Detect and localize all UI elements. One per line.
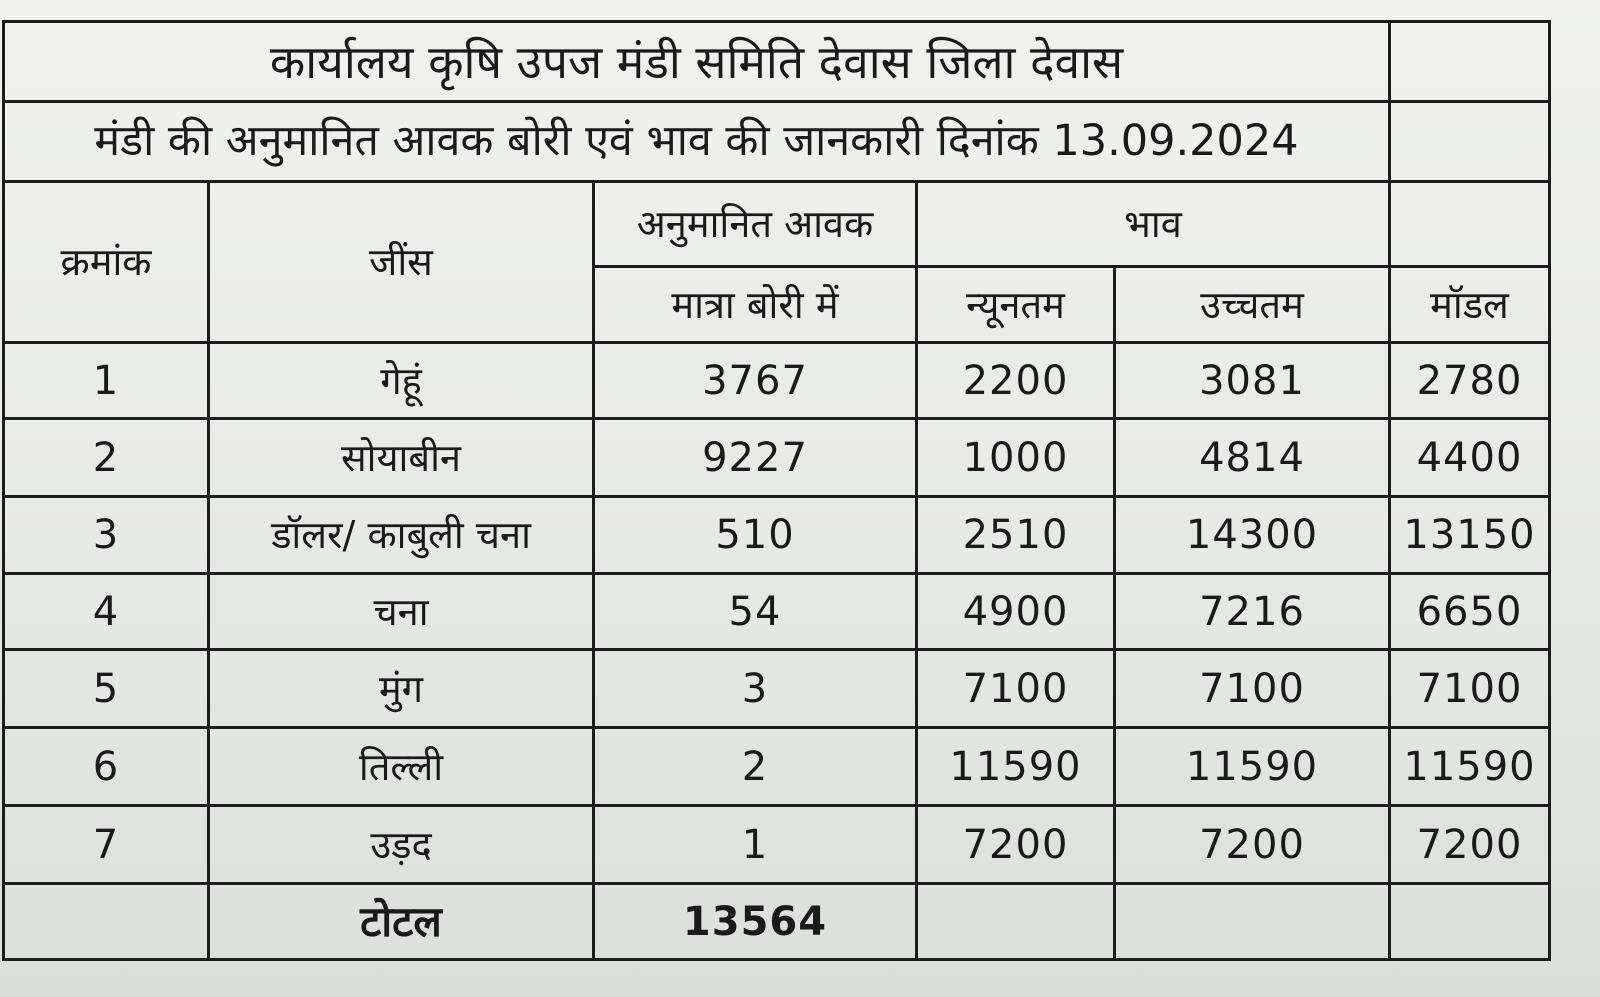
- row-6-model: 11590: [1403, 743, 1536, 790]
- row-6-serial: 6: [92, 743, 120, 790]
- header-model-price: मॉडल: [1430, 282, 1509, 327]
- row-7-max: 7200: [1199, 821, 1305, 868]
- header-min-price: न्यूनतम: [966, 282, 1065, 327]
- row-5-commodity: मुंग: [378, 666, 424, 711]
- row-3-model: 13150: [1403, 512, 1536, 558]
- row-2-commodity: सोयाबीन: [340, 435, 462, 480]
- row-6-quantity: 2: [741, 743, 769, 790]
- row-4-model: 6650: [1416, 588, 1523, 635]
- row-2-quantity: 9227: [702, 434, 808, 481]
- row-2-serial: 2: [92, 434, 120, 481]
- row-5-serial: 5: [92, 665, 120, 712]
- table-border-bottom: [2, 958, 1550, 961]
- table-border-right: [1548, 20, 1551, 961]
- row-7-min: 7200: [962, 821, 1069, 868]
- row-4-max: 7216: [1199, 588, 1305, 635]
- row-4-commodity: चना: [373, 589, 429, 634]
- row-2-min: 1000: [962, 434, 1069, 481]
- row-1-min: 2200: [962, 357, 1069, 404]
- row-2-model: 4400: [1416, 434, 1523, 481]
- row-5-min: 7100: [962, 665, 1069, 712]
- row-4-quantity: 54: [728, 588, 782, 635]
- office-title: कार्यालय कृषि उपज मंडी समिति देवास जिला देवास: [269, 34, 1124, 89]
- row-5-max: 7100: [1199, 665, 1305, 712]
- row-7-model: 7200: [1416, 821, 1523, 868]
- header-arrival-unit: मात्रा बोरी में: [671, 282, 839, 327]
- report-subtitle: मंडी की अनुमानित आवक बोरी एवं भाव की जानकारी दिनांक 13.09.2024: [94, 116, 1299, 166]
- row-7-quantity: 1: [741, 821, 769, 868]
- row-2-max: 4814: [1199, 434, 1305, 481]
- row-3-commodity: डॉलर/ काबुली चना: [271, 513, 531, 557]
- header-price-group: भाव: [1124, 202, 1182, 246]
- row-5-model: 7100: [1416, 665, 1523, 712]
- row-6-commodity: तिल्ली: [358, 744, 444, 789]
- row-7-serial: 7: [92, 821, 120, 868]
- row-3-max: 14300: [1185, 512, 1319, 558]
- row-6-min: 11590: [949, 743, 1082, 790]
- total-label: टोटल: [360, 896, 442, 946]
- row-3-min: 2510: [962, 512, 1069, 558]
- row-1-quantity: 3767: [702, 357, 808, 404]
- row-4-min: 4900: [962, 588, 1069, 635]
- row-1-model: 2780: [1416, 357, 1523, 404]
- row-6-max: 11590: [1185, 743, 1319, 790]
- row-3-quantity: 510: [715, 512, 795, 558]
- row-1-serial: 1: [92, 357, 120, 404]
- header-commodity: जींस: [369, 240, 433, 284]
- row-1-commodity: गेहूं: [380, 358, 422, 403]
- total-quantity: 13564: [682, 898, 828, 945]
- row-7-commodity: उड़द: [370, 822, 432, 867]
- header-max-price: उच्चतम: [1200, 282, 1304, 327]
- header-serial: क्रमांक: [60, 240, 152, 284]
- row-3-serial: 3: [92, 512, 120, 558]
- row-4-serial: 4: [92, 588, 120, 635]
- row-1-max: 3081: [1199, 357, 1305, 404]
- header-arrival-group: अनुमानित आवक: [636, 202, 874, 246]
- row-5-quantity: 3: [741, 665, 769, 712]
